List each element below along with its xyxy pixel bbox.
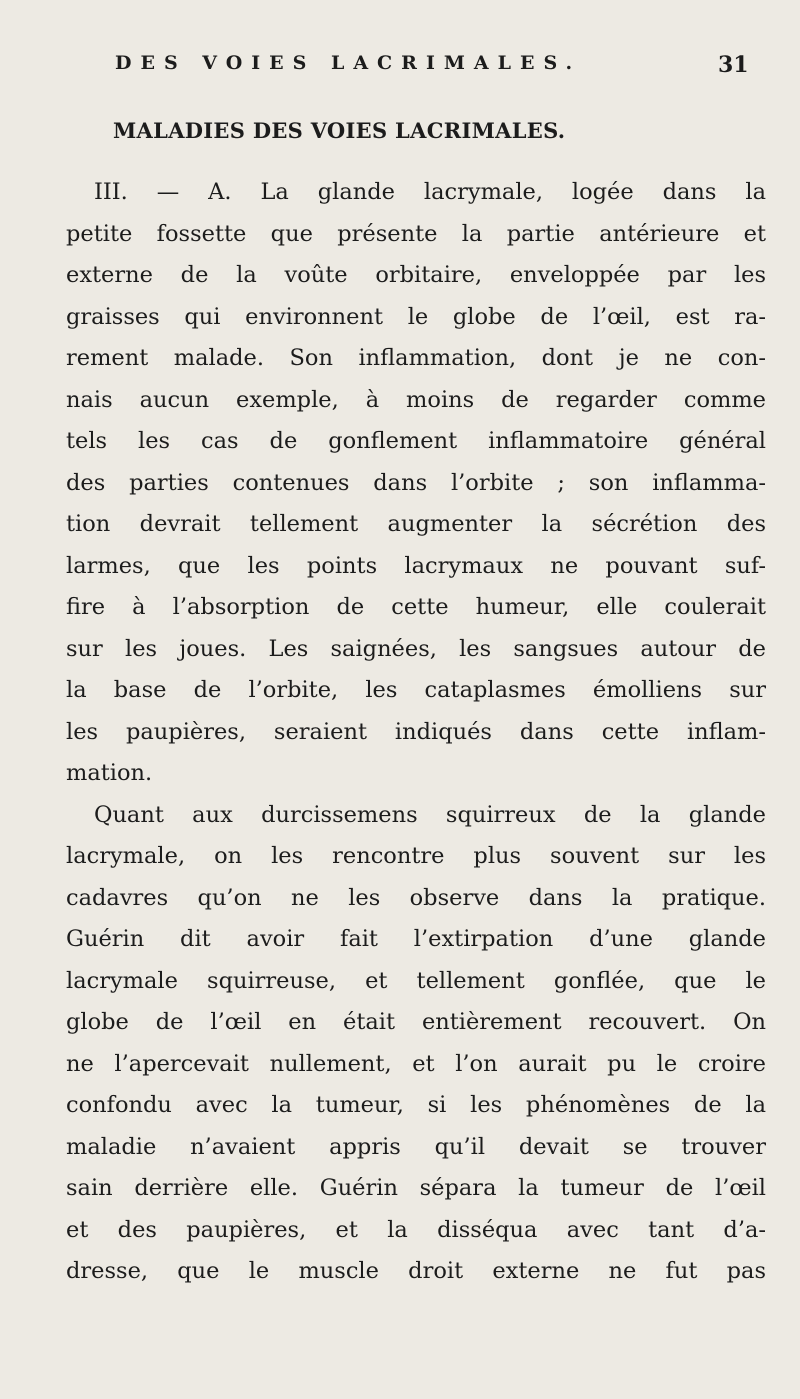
text-line: lacrymale squirreuse, et tellement gonflée, que le (66, 967, 766, 994)
paragraph-2 (66, 795, 766, 1293)
text-line: III. — A. La glande lacrymale, logée dans la (94, 179, 766, 205)
text-line: graisses qui environnent le globe de l’œil, est ra- (66, 303, 766, 330)
paragraph-1 (66, 172, 766, 795)
text-line: et des paupières, et la disséqua avec tant d’a- (66, 1216, 766, 1243)
text-line: confondu avec la tumeur, si les phénomènes de la (66, 1092, 766, 1118)
running-head: DES VOIES LACRIMALES. (115, 52, 582, 74)
text-line: lacrymale, on les rencontre plus souvent sur les (66, 843, 766, 869)
text-line: rement malade. Son inflammation, dont je ne con- (66, 345, 766, 371)
text-line: globe de l’œil en était entièrement recouvert. On (66, 1009, 766, 1035)
text-line: maladie n’avaient appris qu’il devait se trouver (66, 1133, 766, 1160)
text-line: externe de la voûte orbitaire, enveloppée par les (66, 262, 766, 288)
text-line: tels les cas de gonflement inflammatoire général (66, 428, 766, 454)
text-line: la base de l’orbite, les cataplasmes émolliens sur (66, 677, 766, 703)
page-number: 31 (718, 52, 749, 78)
text-line: cadavres qu’on ne les observe dans la pratique. (66, 884, 766, 911)
text-line: sain derrière elle. Guérin sépara la tumeur de l’œil (66, 1175, 766, 1201)
text-line: petite fossette que présente la partie antérieure et (66, 220, 766, 247)
text-line: sur les joues. Les saignées, les sangsues autour de (66, 635, 766, 662)
body-text (66, 172, 766, 1293)
text-line: Quant aux durcissemens squirreux de la glande (94, 801, 766, 828)
text-line: dresse, que le muscle droit externe ne fut pas (66, 1258, 766, 1284)
text-line: larmes, que les points lacrymaux ne pouvant suf- (66, 552, 766, 579)
text-line: tion devrait tellement augmenter la sécrétion des (66, 511, 766, 537)
text-line: les paupières, seraient indiqués dans cette inflam- (66, 718, 766, 745)
text-line: ne l’apercevait nullement, et l’on aurait pu le croire (66, 1050, 766, 1077)
text-line: des parties contenues dans l’orbite ; son inflamma- (66, 469, 766, 496)
text-line: Guérin dit avoir fait l’extirpation d’une glande (66, 926, 766, 952)
section-title: MALADIES DES VOIES LACRIMALES. (113, 118, 566, 143)
text-line: fire à l’absorption de cette humeur, elle coulerait (66, 594, 766, 620)
text-line: nais aucun exemple, à moins de regarder comme (66, 386, 766, 413)
text-line: mation. (66, 760, 153, 786)
